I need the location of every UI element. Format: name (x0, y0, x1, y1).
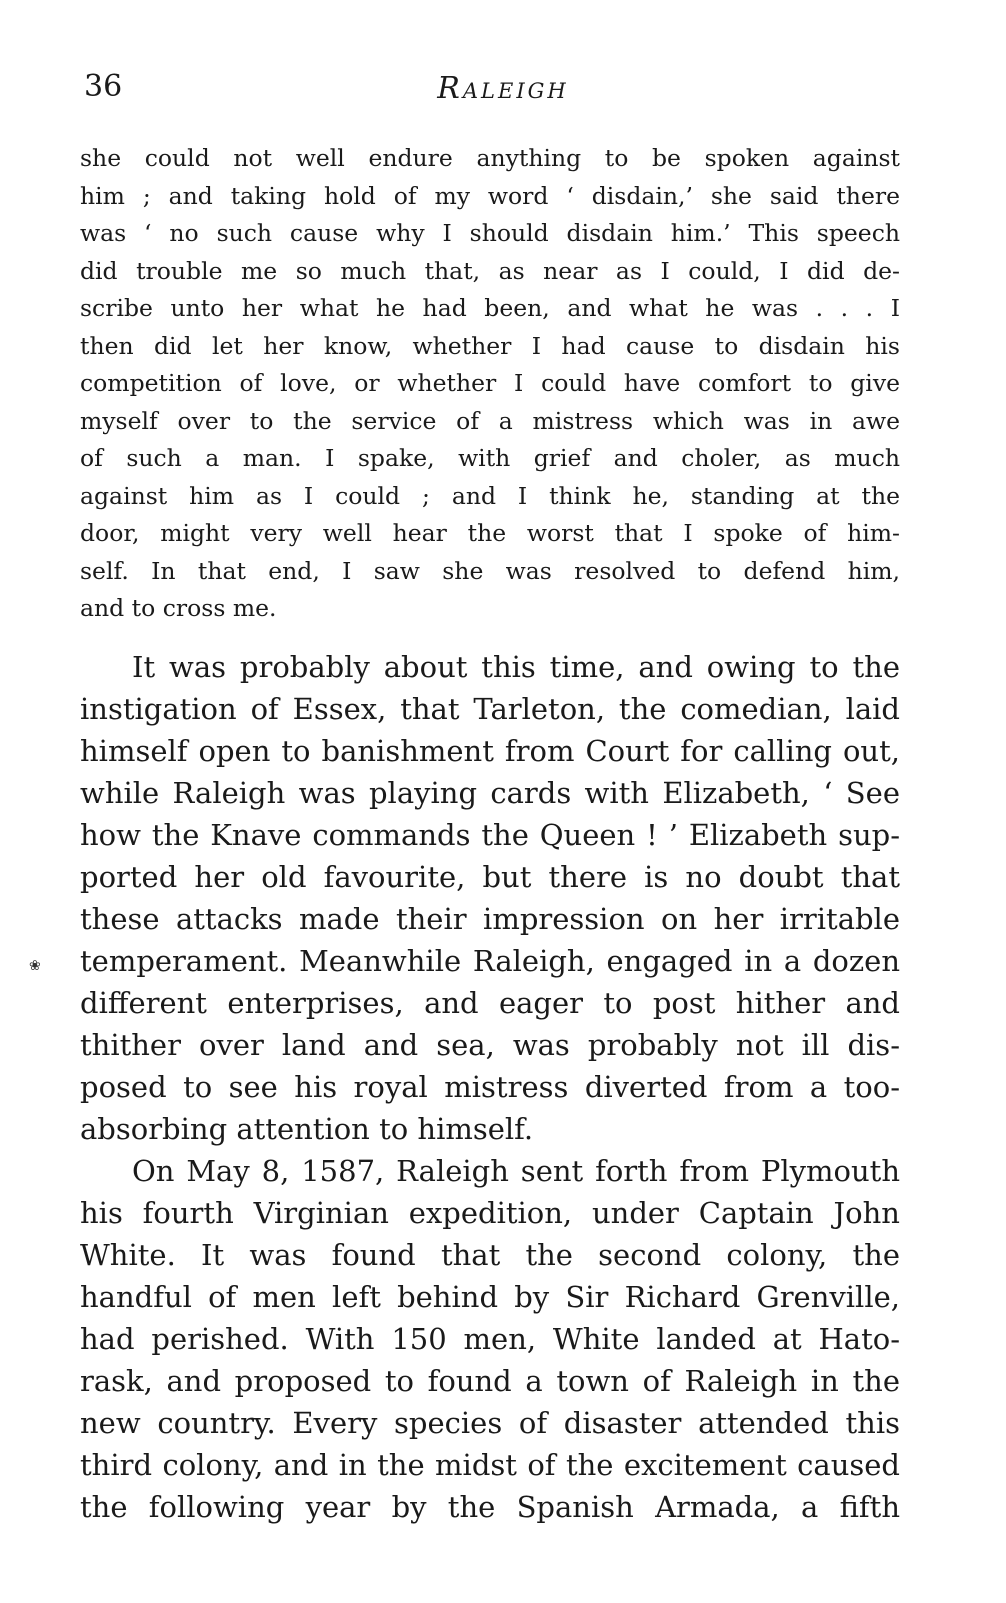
paragraph-line: White. It was found that the second colony, the (80, 1238, 900, 1272)
paragraph-line: self. In that end, I saw she was resolved to defend him, (80, 556, 900, 585)
paragraph-line: and to cross me. (80, 594, 277, 622)
paragraph-line: while Raleigh was playing cards with Elizabeth, ‘ See (80, 776, 900, 810)
running-head (0, 69, 1006, 106)
paragraph-line: of such a man. I spake, with grief and choler, as much (80, 444, 900, 472)
paragraph-line: did trouble me so much that, as near as I could, I did de- (80, 256, 900, 285)
running-head-rest: ALEIGH (462, 79, 569, 103)
paragraph-line: thither over land and sea, was probably not ill dis- (80, 1028, 900, 1062)
margin-ink-mark: ❀ (29, 958, 41, 974)
paragraph-line: himself open to banishment from Court for calling out, (80, 734, 900, 768)
page-number: 36 (84, 69, 123, 104)
paragraph-line: instigation of Essex, that Tarleton, the comedian, laid (80, 692, 900, 726)
paragraph-line: scribe unto her what he had been, and what he was . . . I (80, 294, 900, 322)
paragraph-line: had perished. With 150 men, White landed at Hato- (80, 1322, 900, 1356)
paragraph-line: him ; and taking hold of my word ‘ disdain,’ she said there (80, 181, 900, 210)
paragraph-line: rask, and proposed to found a town of Raleigh in the (80, 1364, 900, 1398)
paragraph-line: door, might very well hear the worst that I spoke of him- (80, 519, 900, 547)
paragraph-line: On May 8, 1587, Raleigh sent forth from Plymouth (132, 1154, 900, 1188)
paragraph-line: new country. Every species of disaster attended this (80, 1406, 900, 1440)
paragraph-line: how the Knave commands the Queen ! ’ Elizabeth sup- (80, 818, 900, 852)
running-head-initial: R (437, 71, 463, 106)
paragraph-line: It was probably about this time, and owing to the (132, 650, 900, 684)
paragraph-line: absorbing attention to himself. (80, 1112, 534, 1146)
paragraph-line: then did let her know, whether I had cause to disdain his (80, 331, 900, 360)
paragraph-line: competition of love, or whether I could have comfort to give (80, 369, 900, 397)
paragraph-line: posed to see his royal mistress diverted from a too- (80, 1070, 900, 1104)
paragraph-line: ported her old favourite, but there is no doubt that (80, 860, 900, 894)
body-paragraph (80, 1150, 900, 1528)
paragraph-line: handful of men left behind by Sir Richard Grenville, (80, 1280, 900, 1314)
paragraph-line: his fourth Virginian expedition, under Captain John (80, 1196, 900, 1230)
quoted-paragraph (80, 140, 900, 628)
paragraph-line: different enterprises, and eager to post hither and (80, 986, 900, 1020)
paragraph-line: she could not well endure anything to be spoken against (80, 144, 900, 172)
body-paragraph (80, 646, 900, 1150)
paragraph-line: myself over to the service of a mistress which was in awe (80, 406, 900, 435)
paragraph-line: the following year by the Spanish Armada, a fifth (80, 1490, 900, 1524)
paragraph-line: against him as I could ; and I think he, standing at the (80, 481, 900, 510)
paragraph-line: was ‘ no such cause why I should disdain him.’ This speech (80, 219, 900, 247)
paragraph-line: these attacks made their impression on her irritable (80, 902, 900, 936)
paragraph-line: third colony, and in the midst of the excitement caused (80, 1448, 900, 1482)
paragraph-line: temperament. Meanwhile Raleigh, engaged in a dozen (80, 944, 900, 978)
